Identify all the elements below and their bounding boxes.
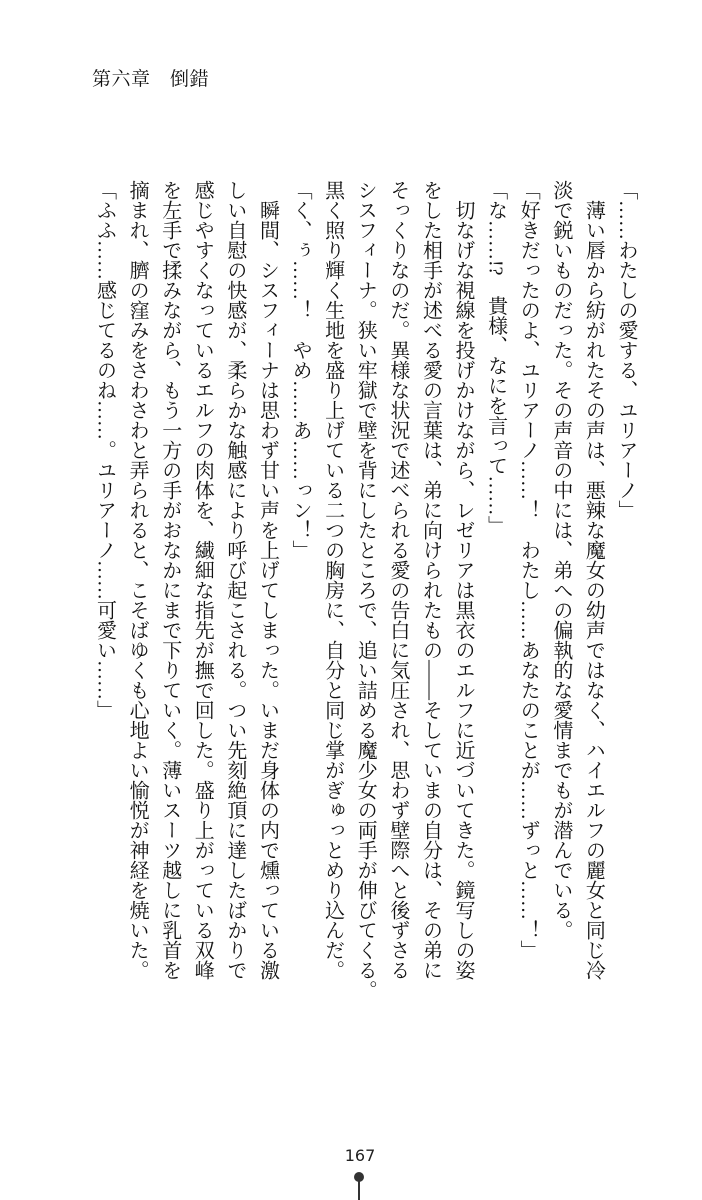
text-column: を左手で揉みながら、もう一方の手がおなかにまで下りていく。薄いスーツ越しに乳首を bbox=[158, 180, 181, 980]
text-column: 「ふふ……感じてるのね……。ユリアーノ……可愛い……」 bbox=[93, 180, 116, 720]
text-column: 「好きだったのよ、ユリアーノ……！ わたし……あなたのことが……ずっと……！」 bbox=[517, 180, 540, 960]
text-column: 切なげな視線を投げかけながら、レゼリアは黒衣のエルフに近づいてきた。鏡写しの姿 bbox=[452, 180, 475, 980]
text-column: 摘まれ、臍の窪みをさわさわと弄られると、こそばゆくも心地よい愉悦が神経を焼いた。 bbox=[126, 180, 149, 980]
text-column: をした相手が述べる愛の言葉は、弟に向けられたもの――そしていまの自分は、その弟に bbox=[419, 180, 442, 980]
running-header-chapter-title: 第六章 倒錯 bbox=[92, 69, 210, 90]
text-column: 感じやすくなっているエルフの肉体を、繊細な指先が撫で回した。盛り上がっている双峰 bbox=[191, 180, 214, 980]
text-column: 黒く照り輝く生地を盛り上げている二つの胸房に、自分と同じ掌がぎゅっとめり込んだ。 bbox=[321, 180, 344, 980]
text-column: 薄い唇から紡がれたその声は、悪辣な魔女の幼声ではなく、ハイエルフの麗女と同じ冷 bbox=[582, 180, 605, 980]
text-column: 「……わたしの愛する、ユリアーノ」 bbox=[615, 180, 637, 520]
text-column: しい自慰の快感が、柔らかな触感により呼び起こされる。つい先刻絶頂に達したばかりで bbox=[223, 180, 246, 980]
page-marker-line bbox=[358, 1180, 360, 1200]
page-number: 167 bbox=[344, 1146, 376, 1165]
body-text-vertical bbox=[86, 180, 642, 1000]
text-column: 瞬間、シスフィーナは思わず甘い声を上げてしまった。いまだ身体の内で燻っている激 bbox=[256, 180, 279, 980]
text-column: 淡で鋭いものだった。その声音の中には、弟への偏執的な愛情までもが潜んでいる。 bbox=[549, 180, 572, 940]
text-column: そっくりなのだ。異様な状況で述べられる愛の告白に気圧され、思わず壁際へと後ずさる bbox=[386, 180, 409, 980]
text-column: 「く、ぅ……！ やめ……あ……っン！」 bbox=[289, 180, 312, 560]
text-column: シスフィーナ。狭い牢獄で壁を背にしたところで、追い詰める魔少女の両手が伸びてくる。 bbox=[354, 180, 377, 1000]
text-column: 「な……!? 貴様、なにを言って……」 bbox=[484, 180, 507, 536]
